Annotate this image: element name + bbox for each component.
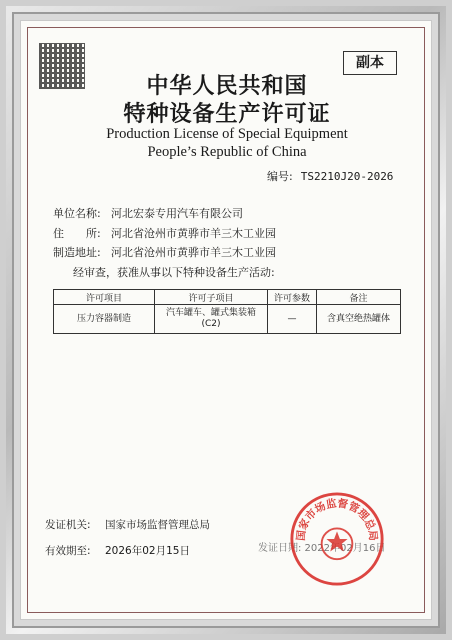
field-value: 河北省沧州市黄骅市羊三木工业园 bbox=[111, 227, 276, 240]
field-label: 住 所: bbox=[53, 227, 101, 240]
table-cell-line: (C2) bbox=[201, 319, 221, 329]
svg-text:国家市场监督管理总局: 国家市场监督管理总局 bbox=[295, 497, 379, 542]
title-en-license: Production License of Special Equipment bbox=[106, 126, 348, 142]
field-label: 制造地址: bbox=[53, 246, 101, 259]
serial-label: 编号: bbox=[267, 170, 293, 183]
issuer-value: 国家市场监督管理总局 bbox=[105, 519, 210, 531]
field-value: 河北省沧州市黄骅市羊三木工业园 bbox=[111, 246, 276, 259]
certificate-paper bbox=[20, 20, 432, 620]
issuer bbox=[45, 517, 210, 532]
table-cell: 含真空绝热罐体 bbox=[317, 305, 401, 334]
field-manufacture-address bbox=[53, 244, 276, 260]
field-label: 单位名称: bbox=[53, 207, 101, 220]
license-description: 经审查，获准从事以下特种设备生产活动: bbox=[73, 266, 275, 279]
field-address bbox=[53, 225, 276, 241]
table-header: 许可项目 bbox=[54, 290, 155, 305]
expiry-label: 有效期至: bbox=[45, 545, 91, 557]
table-header: 许可子项目 bbox=[155, 290, 268, 305]
expiry-date bbox=[45, 543, 190, 558]
table-header-row bbox=[54, 290, 401, 305]
table-header: 备注 bbox=[317, 290, 401, 305]
title-en-country: People’s Republic of China bbox=[147, 144, 307, 160]
expiry-value: 2026年02月15日 bbox=[105, 545, 190, 557]
table-row bbox=[54, 305, 401, 334]
table-cell bbox=[155, 305, 268, 334]
table-cell: — bbox=[268, 305, 317, 334]
serial-value: TS2210J20-2026 bbox=[300, 170, 394, 183]
field-company bbox=[53, 205, 243, 221]
license-table bbox=[53, 289, 401, 334]
field-value: 河北宏泰专用汽车有限公司 bbox=[111, 207, 243, 220]
issue-date: 发证日期: 2022年02月16日 bbox=[258, 543, 386, 554]
table-cell-line: 汽车罐车、罐式集装箱 bbox=[165, 308, 256, 318]
serial-number bbox=[267, 168, 393, 184]
table-cell: 压力容器制造 bbox=[54, 305, 155, 334]
issuer-label: 发证机关: bbox=[45, 519, 91, 531]
title-license: 特种设备生产许可证 bbox=[123, 102, 331, 127]
official-seal-icon bbox=[289, 491, 385, 587]
title-country: 中华人民共和国 bbox=[146, 74, 308, 99]
table-header: 许可参数 bbox=[268, 290, 317, 305]
copy-badge: 副本 bbox=[343, 51, 397, 75]
